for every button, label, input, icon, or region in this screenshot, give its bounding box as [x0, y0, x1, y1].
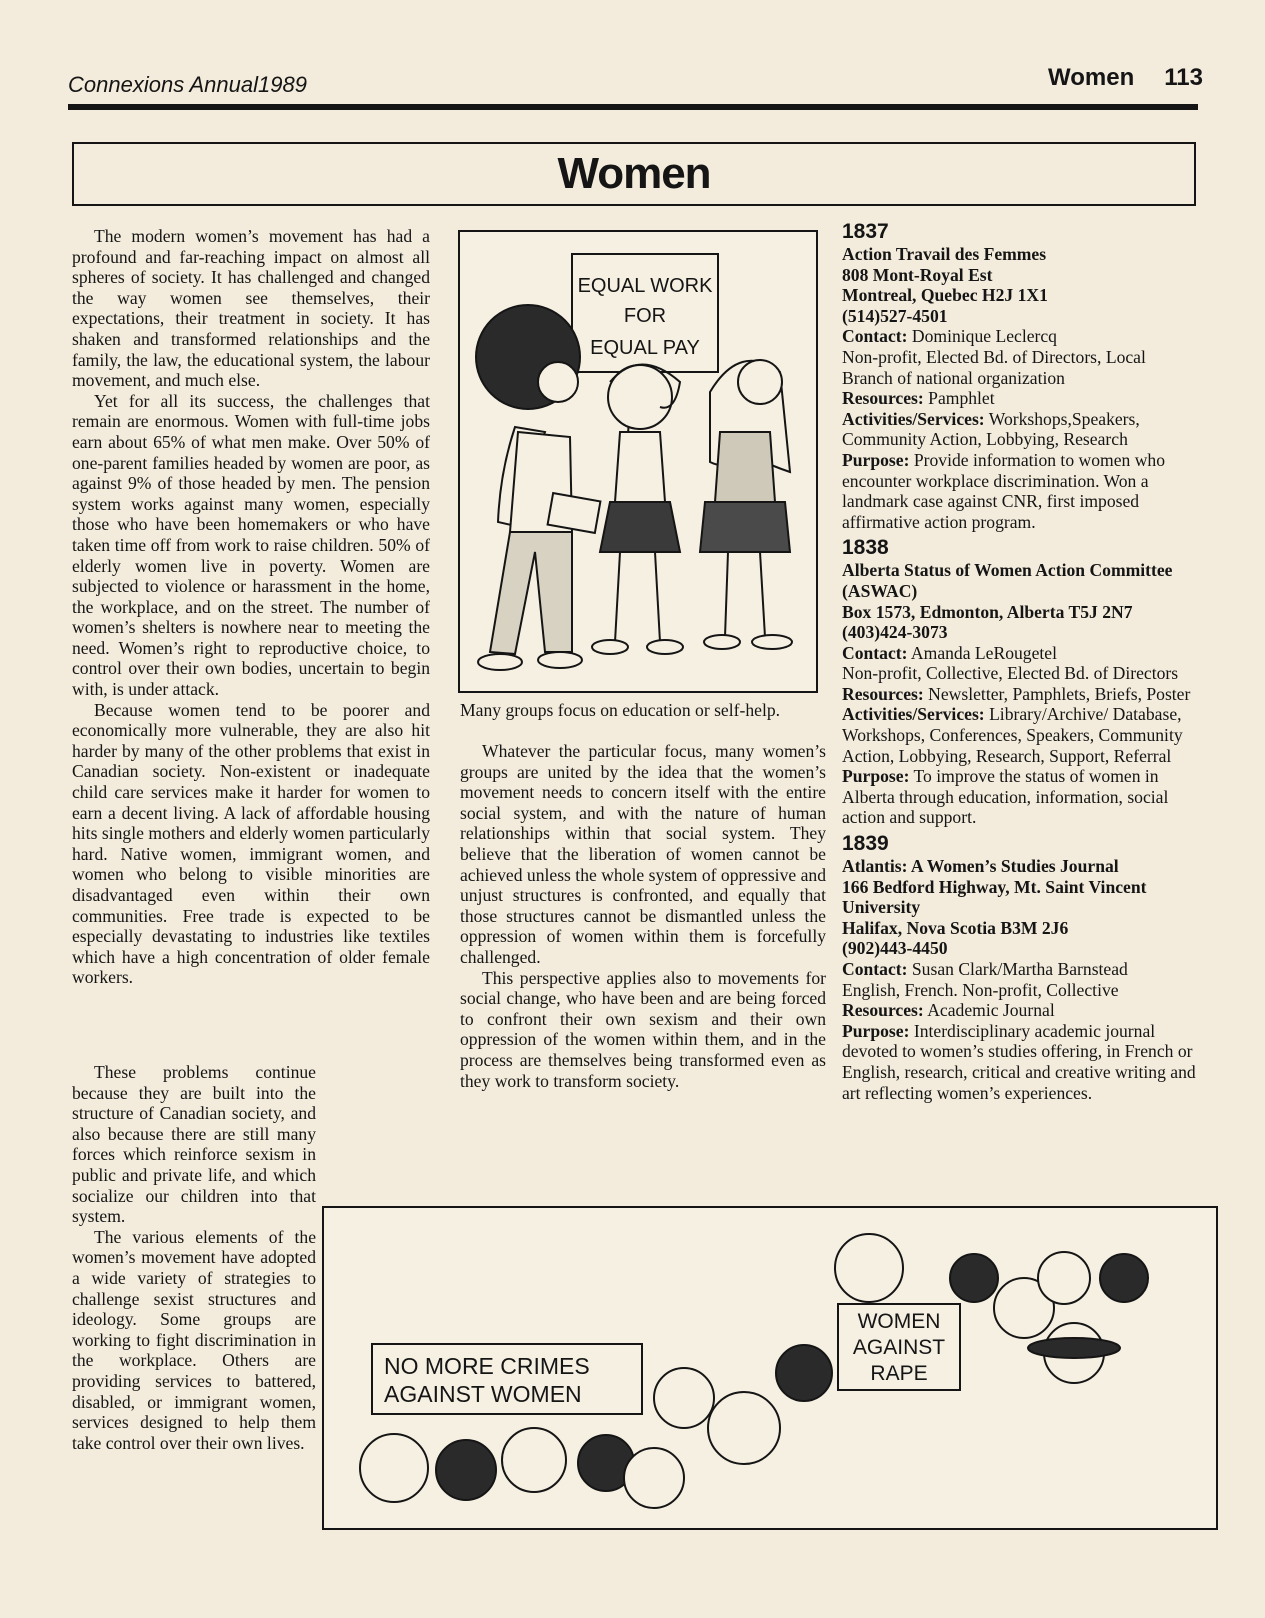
- contact-label: Contact:: [842, 959, 908, 979]
- resources-value: Newsletter, Pamphlets, Briefs, Poster: [928, 683, 1191, 704]
- purpose-label: Purpose:: [842, 1020, 910, 1041]
- directory-entry: [842, 536, 1198, 828]
- intro-paragraph: Because women tend to be poorer and economically more vulnerable, they are also hit harder by many of the other problems that exist in Canadian society. Non-existent or inadequate child care services make it harder for women to earn a decent living. A lack of affordable housing hits single mothers and elderly women particularly hard. Native women, immigrant women, and women who belong to visible minorities are disadvantaged even within their own communities. Free trade is expected to be especially devastating to industries like textiles which have a high concentration of older female workers.: [72, 699, 430, 988]
- purpose-label: Purpose:: [842, 449, 910, 470]
- directory-entry: [842, 220, 1198, 532]
- entry-organization: Non-profit, Elected Bd. of Directors, Local Branch of national organization: [842, 346, 1146, 388]
- activities-value: Library/Archive/ Database, Workshops, Conferences, Speakers, Community Action, Lobbying, Research, Support, Referral: [842, 704, 1183, 766]
- sign-text-line: EQUAL WORK: [577, 275, 713, 297]
- intro-paragraph: These problems continue because they are built into the structure of Canadian society, and also because there are still many forces which reinforce sexism in public and private life, and which socialize our children into that system.: [72, 1062, 316, 1227]
- running-header: [1048, 64, 1203, 92]
- resources-value: Pamphlet: [928, 388, 995, 409]
- entry-number: 1838: [842, 536, 889, 560]
- entry-address-line: Box 1573, Edmonton, Alberta T5J 2N7: [842, 601, 1133, 622]
- entry-resources: [842, 388, 1198, 409]
- sign-text-line: AGAINST WOMEN: [384, 1381, 582, 1407]
- entry-number: 1839: [842, 832, 889, 856]
- resources-label: Resources:: [842, 683, 924, 704]
- sign-text-line: EQUAL PAY: [590, 337, 700, 359]
- purpose-value: Interdisciplinary academic journal devoted to women’s studies offering, in French or English, research, critical and creative writing and art reflecting women’s experiences.: [842, 1020, 1196, 1103]
- page-title: Women: [72, 142, 1196, 206]
- intro-column-1: [72, 226, 430, 988]
- contact-value: Dominique Leclercq: [911, 326, 1057, 347]
- protest-crowd-illustration: [322, 1206, 1218, 1530]
- entry-organization: English, French. Non-profit, Collective: [842, 979, 1119, 1000]
- entry-address-line: Halifax, Nova Scotia B3M 2J6: [842, 917, 1069, 938]
- entry-address-line: 166 Bedford Highway, Mt. Saint Vincent University: [842, 876, 1147, 918]
- entry-address-line: 808 Mont-Royal Est: [842, 264, 993, 285]
- entry-activities: [842, 409, 1198, 450]
- contact-value: Amanda LeRougetel: [910, 642, 1057, 663]
- activities-value: Workshops,Speakers, Community Action, Lobbying, Research: [842, 408, 1140, 450]
- publication-title: Connexions Annual1989: [68, 72, 307, 97]
- illustration-caption: Many groups focus on education or self-help.: [460, 700, 781, 720]
- entry-contact: [842, 326, 1198, 347]
- entry-address-line: (403)424-3073: [842, 622, 948, 643]
- entry-purpose: [842, 1021, 1198, 1103]
- entry-address-line: (902)443-4450: [842, 938, 948, 959]
- intro-column-2: [460, 741, 826, 1091]
- activities-label: Activities/Services:: [842, 704, 985, 725]
- activities-label: Activities/Services:: [842, 408, 985, 429]
- entry-resources: [842, 1000, 1198, 1021]
- entry-activities: [842, 704, 1198, 766]
- purpose-value: To improve the status of women in Alberta through education, information, social action and support.: [842, 766, 1169, 828]
- contact-value: Susan Clark/Martha Barnstead: [911, 959, 1128, 979]
- page-number: 113: [1164, 64, 1203, 91]
- entry-purpose: [842, 766, 1198, 828]
- contact-label: Contact:: [842, 642, 908, 663]
- intro-paragraph: The various elements of the women’s movement have adopted a wide variety of strategies to challenge sexist structures and ideology. Some groups are working to fight discrimination in the workplace. Others are providing services to battered, disabled, or immigrant women, services designed to help them take control over their own lives.: [72, 1226, 316, 1453]
- resources-label: Resources:: [842, 388, 924, 409]
- entry-number: 1837: [842, 220, 889, 243]
- entry-name: Atlantis: A Women’s Studies Journal: [842, 856, 1119, 877]
- sign-text-line: NO MORE CRIMES: [384, 1353, 590, 1379]
- intro-paragraph: The modern women’s movement has had a profound and far-reaching impact on almost all spheres of society. It has challenged and changed the way women see themselves, their expectations, their treatment in society. It has shaken and transformed relationships and the family, the law, the educational system, the labour movement, and much else.: [72, 226, 430, 391]
- purpose-label: Purpose:: [842, 766, 910, 787]
- entry-name: Action Travail des Femmes: [842, 244, 1047, 264]
- entry-organization: Non-profit, Collective, Elected Bd. of Directors: [842, 663, 1179, 684]
- entry-address-line: Montreal, Quebec H2J 1X1: [842, 285, 1048, 306]
- header-rule: [68, 104, 1198, 110]
- entry-contact: [842, 959, 1198, 980]
- equal-pay-illustration: [458, 230, 818, 693]
- entry-purpose: [842, 450, 1198, 532]
- entry-address-line: (514)527-4501: [842, 305, 948, 326]
- intro-column-1-lower: [72, 1062, 316, 1453]
- contact-label: Contact:: [842, 326, 908, 347]
- sign-text-line: FOR: [623, 305, 667, 327]
- resources-value: Academic Journal: [927, 1000, 1055, 1021]
- purpose-value: Provide information to women who encounter workplace discrimination. Won a landmark case against CNR, first imposed affirmative action program.: [842, 449, 1166, 532]
- section-name: Women: [1048, 64, 1135, 91]
- intro-paragraph: Whatever the particular focus, many women’s groups are united by the idea that the women’s movement needs to concern itself with the entire social system, and with the nature of human relationships within that social system. They believe that the liberation of women cannot be achieved unless the whole system of oppressive and unjust structures is confronted, and equally that those structures cannot be dismantled unless the oppression of women within them is forcefully challenged.: [460, 741, 826, 967]
- intro-paragraph: Yet for all its success, the challenges that remain are enormous. Women with full-time jobs earn about 65% of what men make. Over 50% of one-parent families headed by women are poor, as against 9% of those headed by men. The pension system works against many women, especially those who have been homemakers or who have taken time off from work to raise children. 50% of elderly women live in poverty. Women are subjected to violence or harassment in the home, the workplace, and on the street. The number of women’s shelters is nowhere near to meeting the need. Women’s right to reproductive choice, to control over their own bodies, uncertain to begin with, is under attack.: [72, 390, 430, 700]
- directory-column: [842, 220, 1198, 1107]
- sign-text-line: AGAINST: [852, 1336, 946, 1359]
- sign-text-line: WOMEN: [857, 1310, 941, 1333]
- resources-label: Resources:: [842, 1000, 924, 1021]
- intro-paragraph: This perspective applies also to movements for social change, who have been and are being forced to confront their own sexism and their own oppression of the women within them, and in the process are themselves being transformed even as they work to transform society.: [460, 967, 826, 1091]
- entry-resources: [842, 684, 1198, 705]
- sign-text-line: RAPE: [870, 1362, 928, 1385]
- directory-entry: [842, 832, 1198, 1103]
- entry-contact: [842, 643, 1198, 664]
- entry-name: Alberta Status of Women Action Committee (ASWAC): [842, 560, 1173, 601]
